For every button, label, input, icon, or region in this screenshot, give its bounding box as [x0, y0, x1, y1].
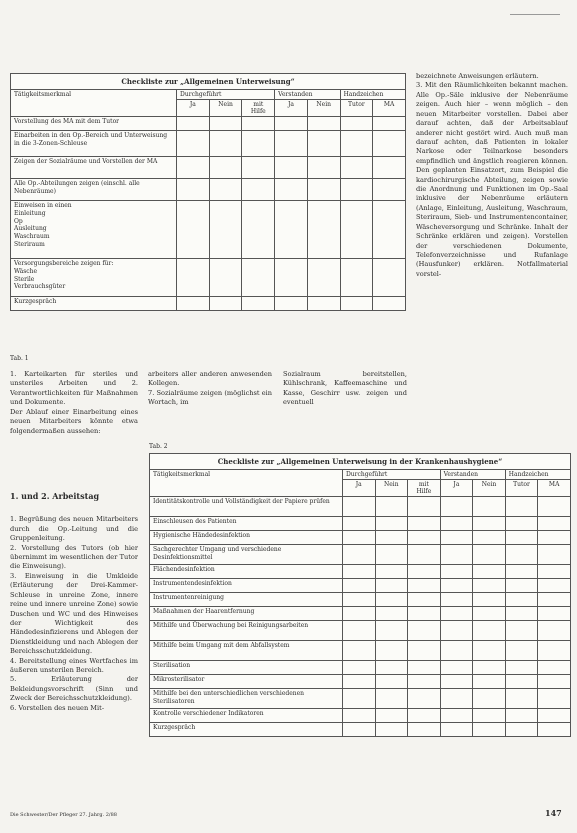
check-cell[interactable]	[209, 179, 242, 201]
table-row	[150, 723, 571, 737]
check-cell[interactable]	[505, 641, 538, 661]
check-cell[interactable]	[538, 675, 571, 689]
check-cell[interactable]	[177, 117, 210, 131]
check-cell[interactable]	[209, 297, 242, 311]
task-cell: Mithilfe bei den unterschiedlichen verschiedenen Sterilisatoren	[150, 689, 343, 709]
check-cell[interactable]	[342, 661, 375, 675]
check-cell[interactable]	[505, 517, 538, 531]
check-cell[interactable]	[307, 117, 340, 131]
check-cell[interactable]	[342, 709, 375, 723]
check-cell[interactable]	[505, 565, 538, 579]
check-cell[interactable]	[177, 297, 210, 311]
table-row	[11, 157, 406, 179]
check-cell[interactable]	[408, 675, 441, 689]
check-cell[interactable]	[340, 201, 373, 259]
check-cell[interactable]	[342, 517, 375, 531]
section-body: 1. Begrüßung des neuen Mitarbeiters durch die Op.-Leitung und die Gruppenleitung. 2. Vorstellung des Tutors (ob hier übernimmt im wesentlichen der Tutor die Einweisung). 3. Einweisung in die Umkleide (Erläuterung der Drei-Kammer-Schleuse in unreine Zone, innere reine und innere unreine Zone) sowie Duschen und WC und des Hinweises der Wichtigkeit des Händedesinfizierens und Ablegen der Dienstkleidung und nach Ablegen der Bereichsschutzkleidung. 4. Bereitstellung eines Wertfaches im äußeren unsterilen Bereich. 5. Erläuterung der Bekleidungsvorschrift (Sinn und Zweck der Bereichsschutzkleidung). 6. Vorstellen des neuen Mit-	[10, 515, 138, 712]
table-row	[150, 545, 571, 565]
check-cell[interactable]	[408, 593, 441, 607]
check-cell[interactable]	[505, 675, 538, 689]
check-cell[interactable]	[440, 593, 473, 607]
check-cell[interactable]	[340, 259, 373, 297]
check-cell[interactable]	[375, 709, 408, 723]
check-cell[interactable]	[505, 607, 538, 621]
check-cell[interactable]	[209, 131, 242, 157]
check-cell[interactable]	[177, 157, 210, 179]
sub-header: Nein	[375, 480, 408, 497]
check-cell[interactable]	[373, 297, 406, 311]
table-row	[150, 621, 571, 641]
check-cell[interactable]	[440, 641, 473, 661]
check-cell[interactable]	[538, 593, 571, 607]
check-cell[interactable]	[538, 565, 571, 579]
check-cell[interactable]	[275, 117, 308, 131]
check-cell[interactable]	[375, 607, 408, 621]
check-cell[interactable]	[440, 689, 473, 709]
section-heading: 1. und 2. Arbeitstag	[10, 491, 100, 502]
check-cell[interactable]	[275, 259, 308, 297]
check-cell[interactable]	[342, 545, 375, 565]
check-cell[interactable]	[473, 517, 506, 531]
check-cell[interactable]	[375, 531, 408, 545]
check-cell[interactable]	[473, 661, 506, 675]
sub-header: Nein	[209, 100, 242, 117]
check-cell[interactable]	[375, 517, 408, 531]
check-cell[interactable]	[275, 179, 308, 201]
sub-header: Ja	[275, 100, 308, 117]
sub-header: mit Hilfe	[408, 480, 441, 497]
check-cell[interactable]	[342, 607, 375, 621]
check-cell[interactable]	[440, 723, 473, 737]
check-cell[interactable]	[473, 545, 506, 565]
checklist-table-1	[10, 73, 406, 311]
check-cell[interactable]	[373, 201, 406, 259]
table-row	[11, 179, 406, 201]
check-cell[interactable]	[473, 593, 506, 607]
table-row	[150, 675, 571, 689]
check-cell[interactable]	[538, 517, 571, 531]
page-number: 147	[545, 808, 562, 818]
check-cell[interactable]	[373, 131, 406, 157]
check-cell[interactable]	[408, 497, 441, 517]
check-cell[interactable]	[375, 565, 408, 579]
check-cell[interactable]	[307, 157, 340, 179]
sub-header: MA	[373, 100, 406, 117]
check-cell[interactable]	[408, 723, 441, 737]
check-cell[interactable]	[440, 531, 473, 545]
check-cell[interactable]	[440, 621, 473, 641]
check-cell[interactable]	[408, 621, 441, 641]
check-cell[interactable]	[505, 709, 538, 723]
check-cell[interactable]	[209, 117, 242, 131]
check-cell[interactable]	[473, 689, 506, 709]
check-cell[interactable]	[473, 565, 506, 579]
column-header-task: Tätigkeitsmerkmal	[11, 90, 177, 117]
column-header-task: Tätigkeitsmerkmal	[150, 470, 343, 497]
check-cell[interactable]	[242, 297, 275, 311]
check-cell[interactable]	[538, 709, 571, 723]
sub-header: Ja	[342, 480, 375, 497]
check-cell[interactable]	[375, 661, 408, 675]
table-row	[150, 531, 571, 545]
check-cell[interactable]	[340, 297, 373, 311]
sub-header: Tutor	[340, 100, 373, 117]
sub-header: mit Hilfe	[242, 100, 275, 117]
check-cell[interactable]	[440, 607, 473, 621]
text-column-left-lower	[10, 478, 138, 810]
task-cell: Mithilfe und Überwachung bei Reinigungsarbeiten	[150, 621, 343, 641]
check-cell[interactable]	[342, 641, 375, 661]
check-cell[interactable]	[505, 723, 538, 737]
text-column-right-mid: Sozialraum bereitstellen, Kühlschrank, Kaffeemaschine und Kasse, Geschirr usw. zeigen und eventuell	[283, 370, 407, 407]
check-cell[interactable]	[275, 297, 308, 311]
check-cell[interactable]	[408, 545, 441, 565]
check-cell[interactable]	[375, 641, 408, 661]
check-cell[interactable]	[375, 675, 408, 689]
table-row	[150, 641, 571, 661]
check-cell[interactable]	[538, 723, 571, 737]
check-cell[interactable]	[505, 593, 538, 607]
check-cell[interactable]	[307, 131, 340, 157]
task-cell: Kurzgespräch	[150, 723, 343, 737]
check-cell[interactable]	[473, 723, 506, 737]
table-row	[150, 579, 571, 593]
check-cell[interactable]	[375, 593, 408, 607]
task-cell: Maßnahmen der Haarentfernung	[150, 607, 343, 621]
check-cell[interactable]	[408, 641, 441, 661]
task-cell: Identitätskontrolle und Vollständigkeit der Papiere prüfen	[150, 497, 343, 517]
sub-header: Tutor	[505, 480, 538, 497]
table-row	[150, 565, 571, 579]
check-cell[interactable]	[375, 545, 408, 565]
check-cell[interactable]	[209, 259, 242, 297]
check-cell[interactable]	[342, 689, 375, 709]
check-cell[interactable]	[440, 565, 473, 579]
check-cell[interactable]	[177, 179, 210, 201]
check-cell[interactable]	[340, 117, 373, 131]
column-header-understood: Verstanden	[275, 90, 340, 100]
check-cell[interactable]	[307, 179, 340, 201]
check-cell[interactable]	[177, 201, 210, 259]
check-cell[interactable]	[242, 117, 275, 131]
check-cell[interactable]	[342, 579, 375, 593]
column-header-done: Durchgeführt	[342, 470, 440, 480]
check-cell[interactable]	[408, 517, 441, 531]
column-header-signature: Handzeichen	[340, 90, 405, 100]
check-cell[interactable]	[340, 179, 373, 201]
check-cell[interactable]	[242, 157, 275, 179]
check-cell[interactable]	[505, 497, 538, 517]
table-row	[11, 259, 406, 297]
check-cell[interactable]	[209, 157, 242, 179]
check-cell[interactable]	[342, 565, 375, 579]
sub-header: Nein	[307, 100, 340, 117]
check-cell[interactable]	[505, 661, 538, 675]
task-cell: Versorgungsbereiche zeigen für: Wäsche Sterile Verbrauchsgüter	[11, 259, 177, 297]
sub-header: MA	[538, 480, 571, 497]
check-cell[interactable]	[375, 689, 408, 709]
table-row	[150, 497, 571, 517]
footer-journal: Die Schwester/Der Pfleger 27. Jahrg. 2/88	[10, 812, 117, 818]
table-row	[11, 131, 406, 157]
column-header-done: Durchgeführt	[177, 90, 275, 100]
column-header-understood: Verstanden	[440, 470, 505, 480]
check-cell[interactable]	[505, 545, 538, 565]
task-cell: Mikrosterilisator	[150, 675, 343, 689]
check-cell[interactable]	[408, 709, 441, 723]
task-cell: Sterilisation	[150, 661, 343, 675]
check-cell[interactable]	[375, 621, 408, 641]
table-row	[150, 517, 571, 531]
check-cell[interactable]	[373, 259, 406, 297]
text-column-left-upper: 1. Karteikarten für steriles und unsteriles Arbeiten und 2. Verantwortlichkeiten für Maßnahmen und Dokumente. Der Ablauf einer Einarbeitung eines neuen Mitarbeiters könnte etwa folgendermaßen aussehen:	[10, 370, 138, 435]
check-cell[interactable]	[342, 497, 375, 517]
task-cell: Hygienische Händedesinfektion	[150, 531, 343, 545]
check-cell[interactable]	[373, 179, 406, 201]
check-cell[interactable]	[538, 661, 571, 675]
check-cell[interactable]	[242, 201, 275, 259]
check-cell[interactable]	[342, 531, 375, 545]
check-cell[interactable]	[505, 689, 538, 709]
task-cell: Instrumentenreinigung	[150, 593, 343, 607]
task-cell: Einarbeiten in den Op.-Bereich und Unterweisung in die 3-Zonen-Schleuse	[11, 131, 177, 157]
check-cell[interactable]	[177, 131, 210, 157]
check-cell[interactable]	[307, 297, 340, 311]
check-cell[interactable]	[440, 661, 473, 675]
check-cell[interactable]	[440, 675, 473, 689]
header-rule	[510, 14, 560, 15]
check-cell[interactable]	[473, 621, 506, 641]
check-cell[interactable]	[373, 117, 406, 131]
check-cell[interactable]	[473, 497, 506, 517]
check-cell[interactable]	[538, 497, 571, 517]
check-cell[interactable]	[473, 607, 506, 621]
check-cell[interactable]	[342, 675, 375, 689]
task-cell: Einweisen in einen Einleitung Op Ausleitung Waschraum Steriraum	[11, 201, 177, 259]
table-label: Tab. 1	[10, 355, 29, 362]
check-cell[interactable]	[408, 607, 441, 621]
check-cell[interactable]	[242, 259, 275, 297]
check-cell[interactable]	[505, 531, 538, 545]
check-cell[interactable]	[538, 607, 571, 621]
check-cell[interactable]	[440, 497, 473, 517]
table-row	[150, 709, 571, 723]
check-cell[interactable]	[538, 621, 571, 641]
checklist-table-2	[149, 453, 571, 737]
column-header-signature: Handzeichen	[505, 470, 570, 480]
check-cell[interactable]	[505, 579, 538, 593]
task-cell: Einschleusen des Patienten	[150, 517, 343, 531]
table-row	[150, 607, 571, 621]
check-cell[interactable]	[342, 723, 375, 737]
task-cell: Zeigen der Sozialräume und Vorstellen der MA	[11, 157, 177, 179]
table-row	[11, 201, 406, 259]
check-cell[interactable]	[408, 531, 441, 545]
task-cell: Flächendesinfektion	[150, 565, 343, 579]
check-cell[interactable]	[473, 641, 506, 661]
check-cell[interactable]	[375, 579, 408, 593]
check-cell[interactable]	[342, 593, 375, 607]
task-cell: Instrumentendesinfektion	[150, 579, 343, 593]
table-label: Tab. 2	[149, 443, 168, 450]
check-cell[interactable]	[473, 579, 506, 593]
check-cell[interactable]	[373, 157, 406, 179]
check-cell[interactable]	[440, 545, 473, 565]
text-column-right: bezeichnete Anweisungen erläutern. 3. Mit den Räumlichkeiten bekannt machen. Alle Op.-Säle inklusive der Nebenräume zeigen. Auch hier – wenn möglich – den neuen Mitarbeiter vorstellen. Dabei aber darauf achten, daß der Arbeitsablauf anderer nicht gestört wird. Auch muß man darauf achten, daß Patienten in lokaler Narkose oder Teilnarkose besonders empfindlich und ängstlich reagieren können. Den geplanten Einsatzort, zum Beispiel die kardiochirurgische Abteilung, zeigen sowie die Anordnung und Funktionen im Op.-Saal inklusive der Nebenräume erläutern (Anlage, Einleitung, Ausleitung, Waschraum, Steriraum, Sieb- und Instrumentencontainer, Wäscheversorgung und Schränke. Inhalt der Schränke erklären und zeigen). Vorstellen der verschiedenen Dokumente, Telefonverzeichnisse und Rufanlage (Hausfunker) erklären. Notfallmaterial vorstel-	[416, 72, 568, 278]
check-cell[interactable]	[275, 157, 308, 179]
check-cell[interactable]	[307, 259, 340, 297]
check-cell[interactable]	[209, 201, 242, 259]
table-row	[150, 689, 571, 709]
check-cell[interactable]	[275, 201, 308, 259]
check-cell[interactable]	[408, 689, 441, 709]
check-cell[interactable]	[375, 497, 408, 517]
check-cell[interactable]	[408, 661, 441, 675]
task-cell: Kurzgespräch	[11, 297, 177, 311]
check-cell[interactable]	[242, 131, 275, 157]
check-cell[interactable]	[408, 579, 441, 593]
check-cell[interactable]	[307, 201, 340, 259]
check-cell[interactable]	[440, 517, 473, 531]
task-cell: Kontrolle verschiedener Indikatoren	[150, 709, 343, 723]
check-cell[interactable]	[538, 531, 571, 545]
text-column-center: arbeiters aller anderen anwesenden Kollegen. 7. Sozialräume zeigen (möglichst ein Wortach, im	[148, 370, 272, 407]
check-cell[interactable]	[375, 723, 408, 737]
table-row	[11, 117, 406, 131]
check-cell[interactable]	[408, 565, 441, 579]
task-cell: Alle Op.-Abteilungen zeigen (einschl. alle Nebenräume)	[11, 179, 177, 201]
check-cell[interactable]	[342, 621, 375, 641]
table-row	[150, 593, 571, 607]
check-cell[interactable]	[340, 131, 373, 157]
check-cell[interactable]	[440, 579, 473, 593]
check-cell[interactable]	[505, 621, 538, 641]
task-cell: Vorstellung des MA mit dem Tutor	[11, 117, 177, 131]
table-row	[11, 297, 406, 311]
check-cell[interactable]	[538, 689, 571, 709]
task-cell: Mithilfe beim Umgang mit dem Abfallsystem	[150, 641, 343, 661]
check-cell[interactable]	[473, 675, 506, 689]
sub-header: Ja	[440, 480, 473, 497]
check-cell[interactable]	[440, 709, 473, 723]
task-cell: Sachgerechter Umgang und verschiedene Desinfektionsmittel	[150, 545, 343, 565]
table-title: Checkliste zur „Allgemeinen Unterweisung“	[11, 74, 406, 90]
sub-header: Nein	[473, 480, 506, 497]
check-cell[interactable]	[538, 579, 571, 593]
table-row	[150, 661, 571, 675]
sub-header: Ja	[177, 100, 210, 117]
check-cell[interactable]	[242, 179, 275, 201]
check-cell[interactable]	[473, 709, 506, 723]
table-title: Checkliste zur „Allgemeinen Unterweisung in der Krankenhaushygiene“	[150, 454, 571, 470]
check-cell[interactable]	[538, 545, 571, 565]
check-cell[interactable]	[275, 131, 308, 157]
check-cell[interactable]	[538, 641, 571, 661]
check-cell[interactable]	[177, 259, 210, 297]
check-cell[interactable]	[340, 157, 373, 179]
check-cell[interactable]	[473, 531, 506, 545]
